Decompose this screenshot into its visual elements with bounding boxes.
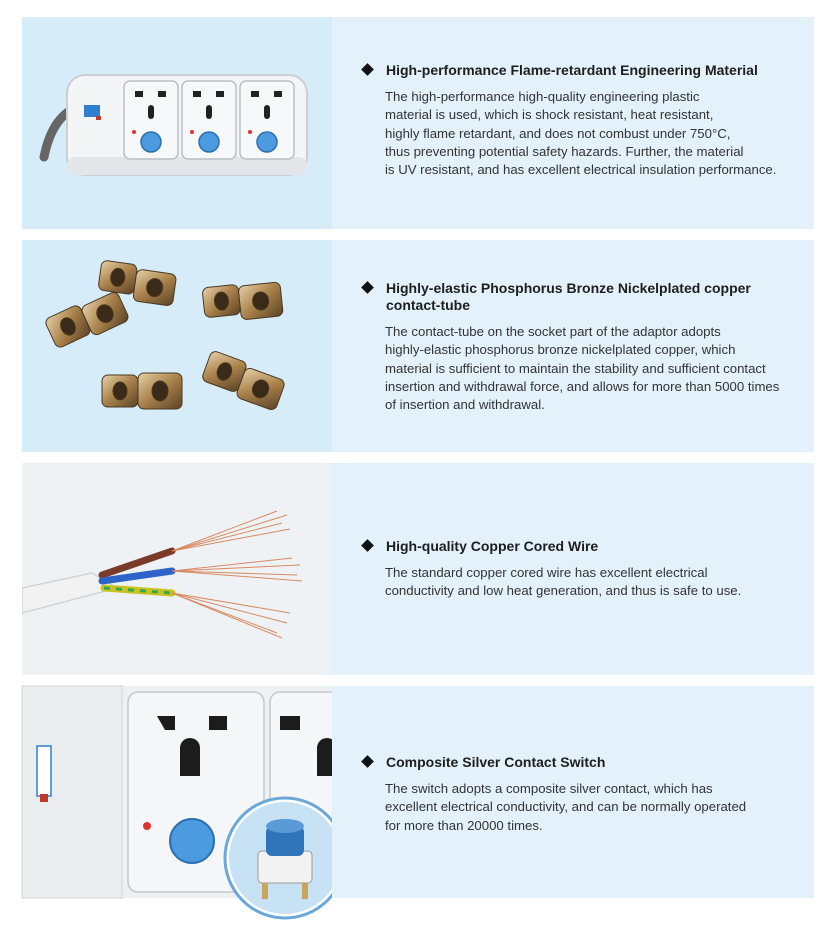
copper-wire-image — [22, 463, 332, 675]
switch-closeup-image — [22, 686, 332, 898]
feature-description: The contact-tube on the socket part of the adaptor adopts highly-elastic phosphorus bronze nickelplated copper, which material is sufficient to maintain the stability and sufficient contact insertion and withdrawal force, and allows for more than 5000 times of insertion and withdrawal. — [385, 324, 780, 413]
feature-row-copper-wire — [22, 463, 814, 675]
power-strip-image — [22, 17, 332, 229]
feature-text-panel — [332, 17, 814, 229]
diamond-bullet-icon — [361, 63, 374, 76]
contact-tubes-image — [22, 240, 332, 452]
diamond-bullet-icon — [361, 539, 374, 552]
feature-row-flame-retardant — [22, 17, 814, 229]
feature-row-switch — [22, 686, 814, 898]
feature-description: The standard copper cored wire has excellent electrical conductivity and low heat generation, and thus is safe to use. — [385, 565, 742, 599]
feature-text-panel — [332, 240, 814, 452]
feature-text-panel — [332, 463, 814, 675]
feature-heading — [362, 754, 806, 771]
feature-heading-text: High-performance Flame-retardant Engineering Material — [386, 62, 758, 78]
diamond-bullet-icon — [361, 755, 374, 768]
feature-heading-text: Highly-elastic Phosphorus Bronze Nickelplated copper contact-tube — [386, 280, 751, 313]
feature-description: The high-performance high-quality engineering plastic material is used, which is shock resistant, heat resistant, highly flame retardant, and does not combust under 750°C, thus preventing potential safety hazards. Further, the material is UV resistant, and has excellent electrical insulation performance. — [385, 89, 777, 178]
feature-row-contact-tube — [22, 240, 814, 452]
feature-heading-text: High-quality Copper Cored Wire — [386, 538, 599, 554]
feature-heading — [362, 280, 806, 314]
feature-heading — [362, 538, 806, 555]
diamond-bullet-icon — [361, 281, 374, 294]
feature-description: The switch adopts a composite silver contact, which has excellent electrical conductivity, and can be normally operated for more than 20000 times. — [385, 781, 747, 833]
feature-heading-text: Composite Silver Contact Switch — [386, 754, 606, 770]
feature-heading — [362, 62, 806, 79]
feature-text-panel — [332, 686, 814, 898]
